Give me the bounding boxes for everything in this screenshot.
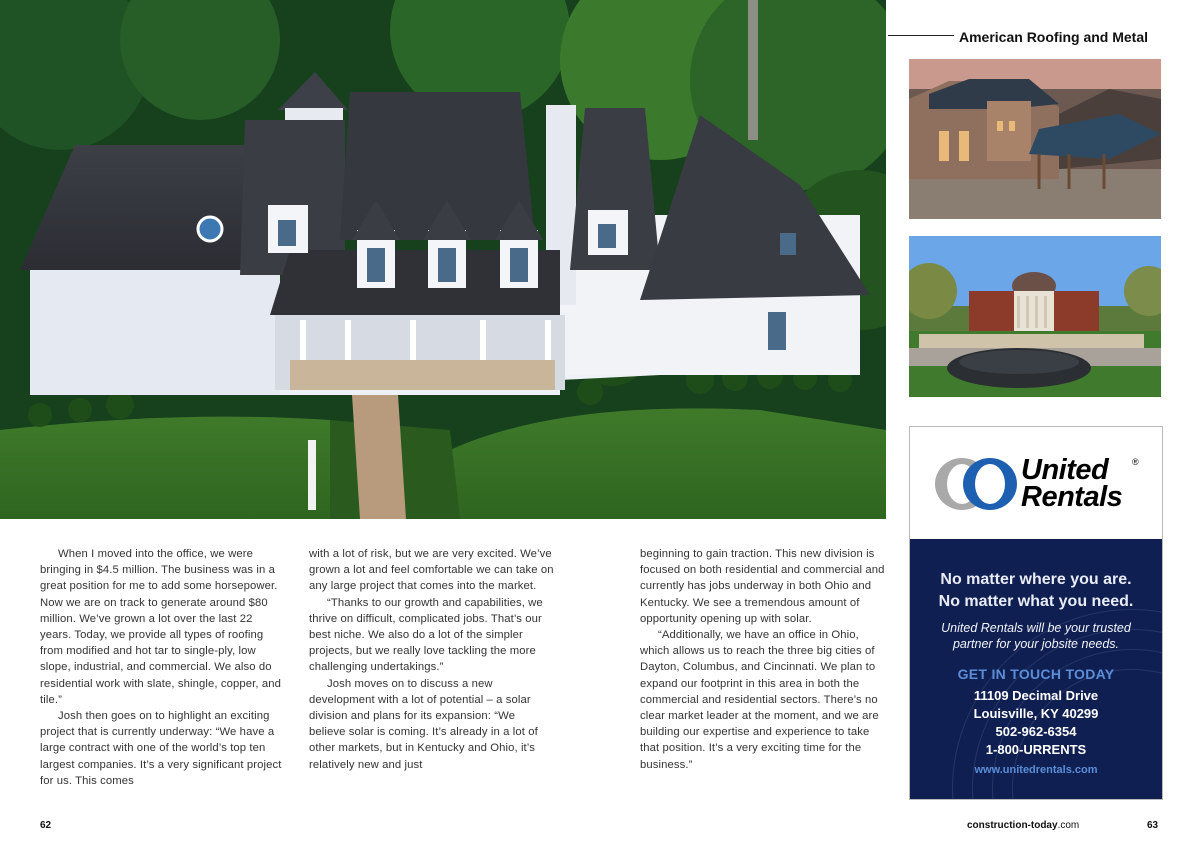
ad-info-panel — [910, 539, 1162, 799]
ad-address-line-1: 11109 Decimal Drive — [973, 688, 1099, 703]
site-url[interactable] — [967, 820, 1079, 831]
ad-tagline-line-2: partner for your jobsite needs. — [952, 637, 1120, 651]
page-number-left: 62 — [40, 820, 52, 831]
article-paragraph: Josh moves on to discuss a new development with a lot of potential – a solar division and plans for its expansion: “We believe solar is coming. It’s already in a lot of other markets, but in Kentucky and Ohio, it’s relatively new and just — [309, 677, 538, 771]
article-paragraph: with a lot of risk, but we are very excited. We’ve grown a lot and feel comfortable we can take on any large project that comes into the market. — [309, 548, 554, 593]
ad-tagline-line-1: United Rentals will be your trusted — [941, 621, 1131, 635]
house-aerial-illustration — [0, 0, 886, 519]
section-title: American Roofing and Metal — [959, 29, 1149, 45]
ad-brand-line-1: United — [1021, 454, 1109, 486]
ad-brand-name — [1021, 454, 1123, 513]
ad-headline-line-1: No matter where you are. — [940, 571, 1132, 588]
ad-phone-2[interactable]: 1-800-URRENTS — [985, 742, 1087, 757]
page-number-right: 63 — [1147, 820, 1159, 831]
united-rentals-logo-icon — [933, 456, 1019, 512]
ad-brand-line-2: Rentals — [1021, 481, 1123, 513]
united-rentals-ad[interactable] — [909, 426, 1163, 800]
article-paragraph: Josh then goes on to highlight an exciting project that is currently underway: “We have a large contract with one of the world’s top ten largest companies. It’s a very significant project for us. This comes — [40, 710, 282, 787]
section-rule — [888, 35, 954, 36]
ad-website-link[interactable]: www.unitedrentals.com — [974, 764, 1098, 776]
hero-house-photo — [0, 0, 886, 519]
article-paragraph: “Additionally, we have an office in Ohio, which allows us to reach the three big cities of Dayton, Columbus, and Cincinnati. We plan to expand our footprint in this area in both the commercial and residential sectors. There’s no clear market leader at the moment, and we are building our expertise and experience to take that position. It’s a very exciting time for the business.” — [640, 629, 879, 771]
article-column-3 — [640, 546, 885, 773]
university-campus-illustration — [909, 236, 1161, 397]
solar-building-illustration — [909, 59, 1161, 219]
ad-logo-area — [910, 427, 1162, 538]
ad-phone-1[interactable]: 502-962-6354 — [995, 724, 1077, 739]
ad-cta: GET IN TOUCH TODAY — [957, 666, 1115, 682]
site-url-tld: .com — [1057, 820, 1080, 831]
ad-headline-line-2: No matter what you need. — [938, 593, 1134, 610]
ad-headline — [910, 569, 1162, 613]
article-paragraph: beginning to gain traction. This new division is focused on both residential and commercial and currently has jobs underway in both Ohio and Kentucky. We see a tremendous amount of opportunity opening up with solar. — [640, 548, 885, 625]
site-url-name: construction-today — [967, 820, 1058, 831]
ad-contact-block — [910, 687, 1162, 759]
article-column-1 — [40, 546, 285, 789]
article-column-2 — [309, 546, 554, 773]
ad-address-line-2: Louisville, KY 40299 — [973, 706, 1099, 721]
university-campus-photo — [909, 236, 1161, 397]
registered-mark: ® — [1132, 457, 1139, 467]
solar-building-photo — [909, 59, 1161, 219]
article-paragraph: “Thanks to our growth and capabilities, we thrive on difficult, complicated jobs. That’s our best niche. We also do a lot of the simpler projects, but we really love tackling the more challenging undertakings.” — [309, 596, 543, 674]
article-paragraph: When I moved into the office, we were bringing in $4.5 million. The business was in a great position for me to add some horsepower. Now we are on track to generate around $80 million. We’ve grown a lot over the last 22 years. Today, we provide all types of roofing from modified and hot tar to single-ply, low slope, industrial, and commercial. We also do residential work with slate, shingle, copper, and tile.” — [40, 548, 282, 706]
ad-tagline — [910, 620, 1162, 652]
